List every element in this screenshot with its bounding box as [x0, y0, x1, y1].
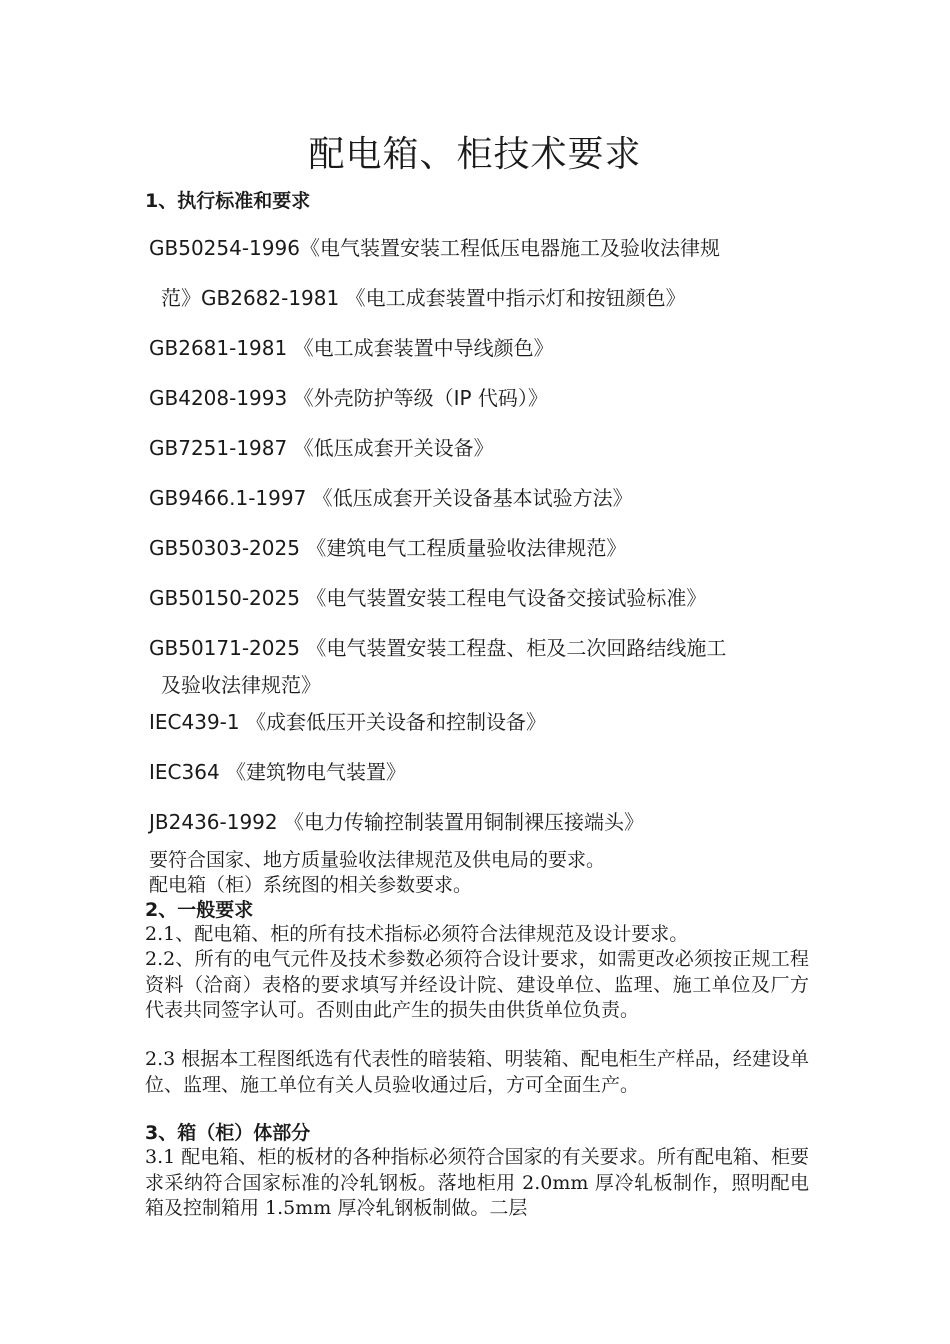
standard-item: GB50303-2025 《建筑电气工程质量验收法律规范》	[149, 536, 627, 560]
paragraph-2-1: 2.1、配电箱、柜的所有技术指标必须符合法律规范及设计要求。	[145, 923, 689, 945]
standard-item: GB50150-2025 《电气装置安装工程电气设备交接试验标准》	[149, 586, 707, 610]
requirement-note: 配电箱（柜）系统图的相关参数要求。	[149, 874, 473, 896]
standard-item: IEC364 《建筑物电气装置》	[149, 760, 407, 784]
section-1-heading: 1、执行标准和要求	[145, 190, 311, 212]
standard-item: GB50254-1996《电气装置安装工程低压电器施工及验收法律规	[149, 236, 720, 260]
paragraph-2-3: 2.3 根据本工程图纸选有代表性的暗装箱、明装箱、配电柜生产样品，经建设单位、监理、施工单位有关人员验收通过后，方可全面生产。	[145, 1048, 809, 1096]
paragraph-2-2: 2.2、所有的电气元件及技术参数必须符合设计要求，如需更改必须按正规工程资料（洽商）表格的要求填写并经设计院、建设单位、监理、施工单位及厂方代表共同签字认可。否则由此产生的损失由供货单位负责。	[145, 948, 809, 1022]
standard-item	[149, 667, 829, 703]
document-title: 配电箱、柜技术要求	[308, 134, 642, 175]
standard-item: GB2681-1981 《电工成套装置中导线颜色》	[149, 336, 554, 360]
standard-item: GB9466.1-1997 《低压成套开关设备基本试验方法》	[149, 486, 633, 510]
requirement-note: 要符合国家、地方质量验收法律规范及供电局的要求。	[149, 849, 606, 871]
standard-item: GB50171-2025 《电气装置安装工程盘、柜及二次回路结线施工	[149, 636, 727, 660]
standard-item-text: 范》GB2682-1981 《电工成套装置中指示灯和按钮颜色》	[161, 286, 686, 310]
standard-item: GB7251-1987 《低压成套开关设备》	[149, 436, 494, 460]
standard-item: GB4208-1993 《外壳防护等级（IP 代码）》	[149, 386, 548, 410]
paragraph-3-1: 3.1 配电箱、柜的板材的各种指标必须符合国家的有关要求。所有配电箱、柜要求采纳符合国家标准的冷轧钢板。落地柜用 2.0mm 厚冷轧板制作，照明配电箱及控制箱用 1.5mm 厚冷轧钢板制做。二层	[145, 1146, 809, 1220]
standard-item	[149, 280, 829, 316]
standard-item: JB2436-1992 《电力传输控制装置用铜制裸压接端头》	[149, 810, 644, 834]
standard-item: IEC439-1 《成套低压开关设备和控制设备》	[149, 710, 546, 734]
section-2-heading: 2、一般要求	[145, 899, 254, 921]
standard-item-text: 及验收法律规范》	[161, 673, 321, 697]
section-3-heading: 3、箱（柜）体部分	[145, 1122, 311, 1144]
